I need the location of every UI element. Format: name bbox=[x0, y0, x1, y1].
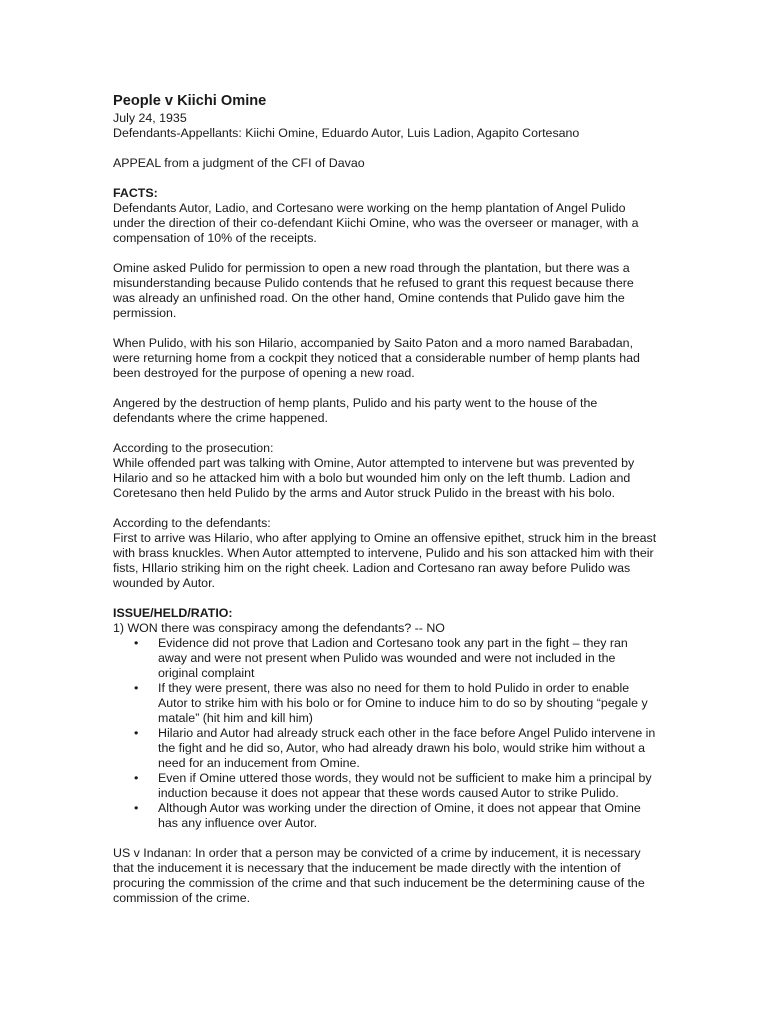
appeal-line: APPEAL from a judgment of the CFI of Davao bbox=[113, 156, 365, 170]
case-title: People v Kiichi Omine bbox=[113, 93, 267, 109]
bullet-icon: • bbox=[134, 771, 139, 785]
indanan-paragraph: US v Indanan: In order that a person may be convicted of a crime by inducement, it is necessary that the inducement it is necessary that the inducement be made directly with the intention of procuring the commission of the crime and that such inducement be the determining cause of the commission of the crime. bbox=[113, 846, 645, 905]
facts-paragraph: When Pulido, with his son Hilario, accompanied by Saito Paton and a moro named Barabadan, were returning home from a cockpit they noticed that a considerable number of hemp plants had been destroyed for the purpose of opening a new road. bbox=[113, 336, 640, 380]
bullet-icon: • bbox=[134, 801, 139, 815]
facts-paragraph: Angered by the destruction of hemp plants, Pulido and his party went to the house of the defendants where the crime happened. bbox=[113, 396, 598, 425]
ratio-bullet-list bbox=[113, 636, 658, 831]
document-page bbox=[113, 93, 658, 906]
list-item: • If they were present, there was also no need for them to hold Pulido in order to enable Autor to strike him with his bolo or for Omine to induce him to do so by shouting “pegale y matale” (hit him and kill him) bbox=[134, 681, 648, 725]
facts-heading: FACTS: bbox=[113, 186, 158, 200]
bullet-icon: • bbox=[134, 681, 139, 695]
case-parties: Defendants-Appellants: Kiichi Omine, Eduardo Autor, Luis Ladion, Agapito Cortesano bbox=[113, 126, 580, 140]
defendants-label: According to the defendants: bbox=[113, 516, 271, 530]
facts-paragraph: Omine asked Pulido for permission to open a new road through the plantation, but there was a misunderstanding because Pulido contends that he refused to grant this request because there was already an unfinished road. On the other hand, Omine contends that Pulido gave him the permission. bbox=[113, 261, 634, 320]
facts-paragraph: Defendants Autor, Ladio, and Cortesano were working on the hemp plantation of Angel Pulido under the direction of their co-defendant Kiichi Omine, who was the overseer or manager, with a compensation of 10% of the receipts. bbox=[113, 201, 639, 245]
list-item: • Even if Omine uttered those words, they would not be sufficient to make him a principal by induction because it does not appear that these words caused Autor to strike Pulido. bbox=[134, 771, 652, 800]
issue-heading: ISSUE/HELD/RATIO: bbox=[113, 606, 233, 620]
list-item: • Evidence did not prove that Ladion and Cortesano took any part in the fight – they ran away and were not present when Pulido was wounded and were not included in the original complaint bbox=[134, 636, 628, 680]
defendants-text: First to arrive was Hilario, who after applying to Omine an offensive epithet, struck him in the breast with brass knuckles. When Autor attempted to intervene, Pulido and his son attacked him with their fists, HIlario striking him on the right cheek. Ladion and Cortesano ran away before Pulido was wounded by Autor. bbox=[113, 531, 657, 590]
bullet-icon: • bbox=[134, 636, 139, 650]
prosecution-text: While offended part was talking with Omine, Autor attempted to intervene but was prevented by Hilario and so he attacked him with a bolo but wounded him only on the left thumb. Ladion and Coretesano then held Pulido by the arms and Autor struck Pulido in the breast with his bolo. bbox=[113, 456, 635, 500]
list-item: • Although Autor was working under the direction of Omine, it does not appear that Omine has any influence over Autor. bbox=[134, 801, 641, 830]
list-item: • Hilario and Autor had already struck each other in the face before Angel Pulido intervene in the fight and he did so, Autor, who had already drawn his bolo, would strike him without a need for an inducement from Omine. bbox=[134, 726, 656, 770]
case-date: July 24, 1935 bbox=[113, 111, 187, 125]
bullet-icon: • bbox=[134, 726, 139, 740]
prosecution-label: According to the prosecution: bbox=[113, 441, 274, 455]
issue-question: 1) WON there was conspiracy among the defendants? -- NO bbox=[113, 621, 445, 635]
